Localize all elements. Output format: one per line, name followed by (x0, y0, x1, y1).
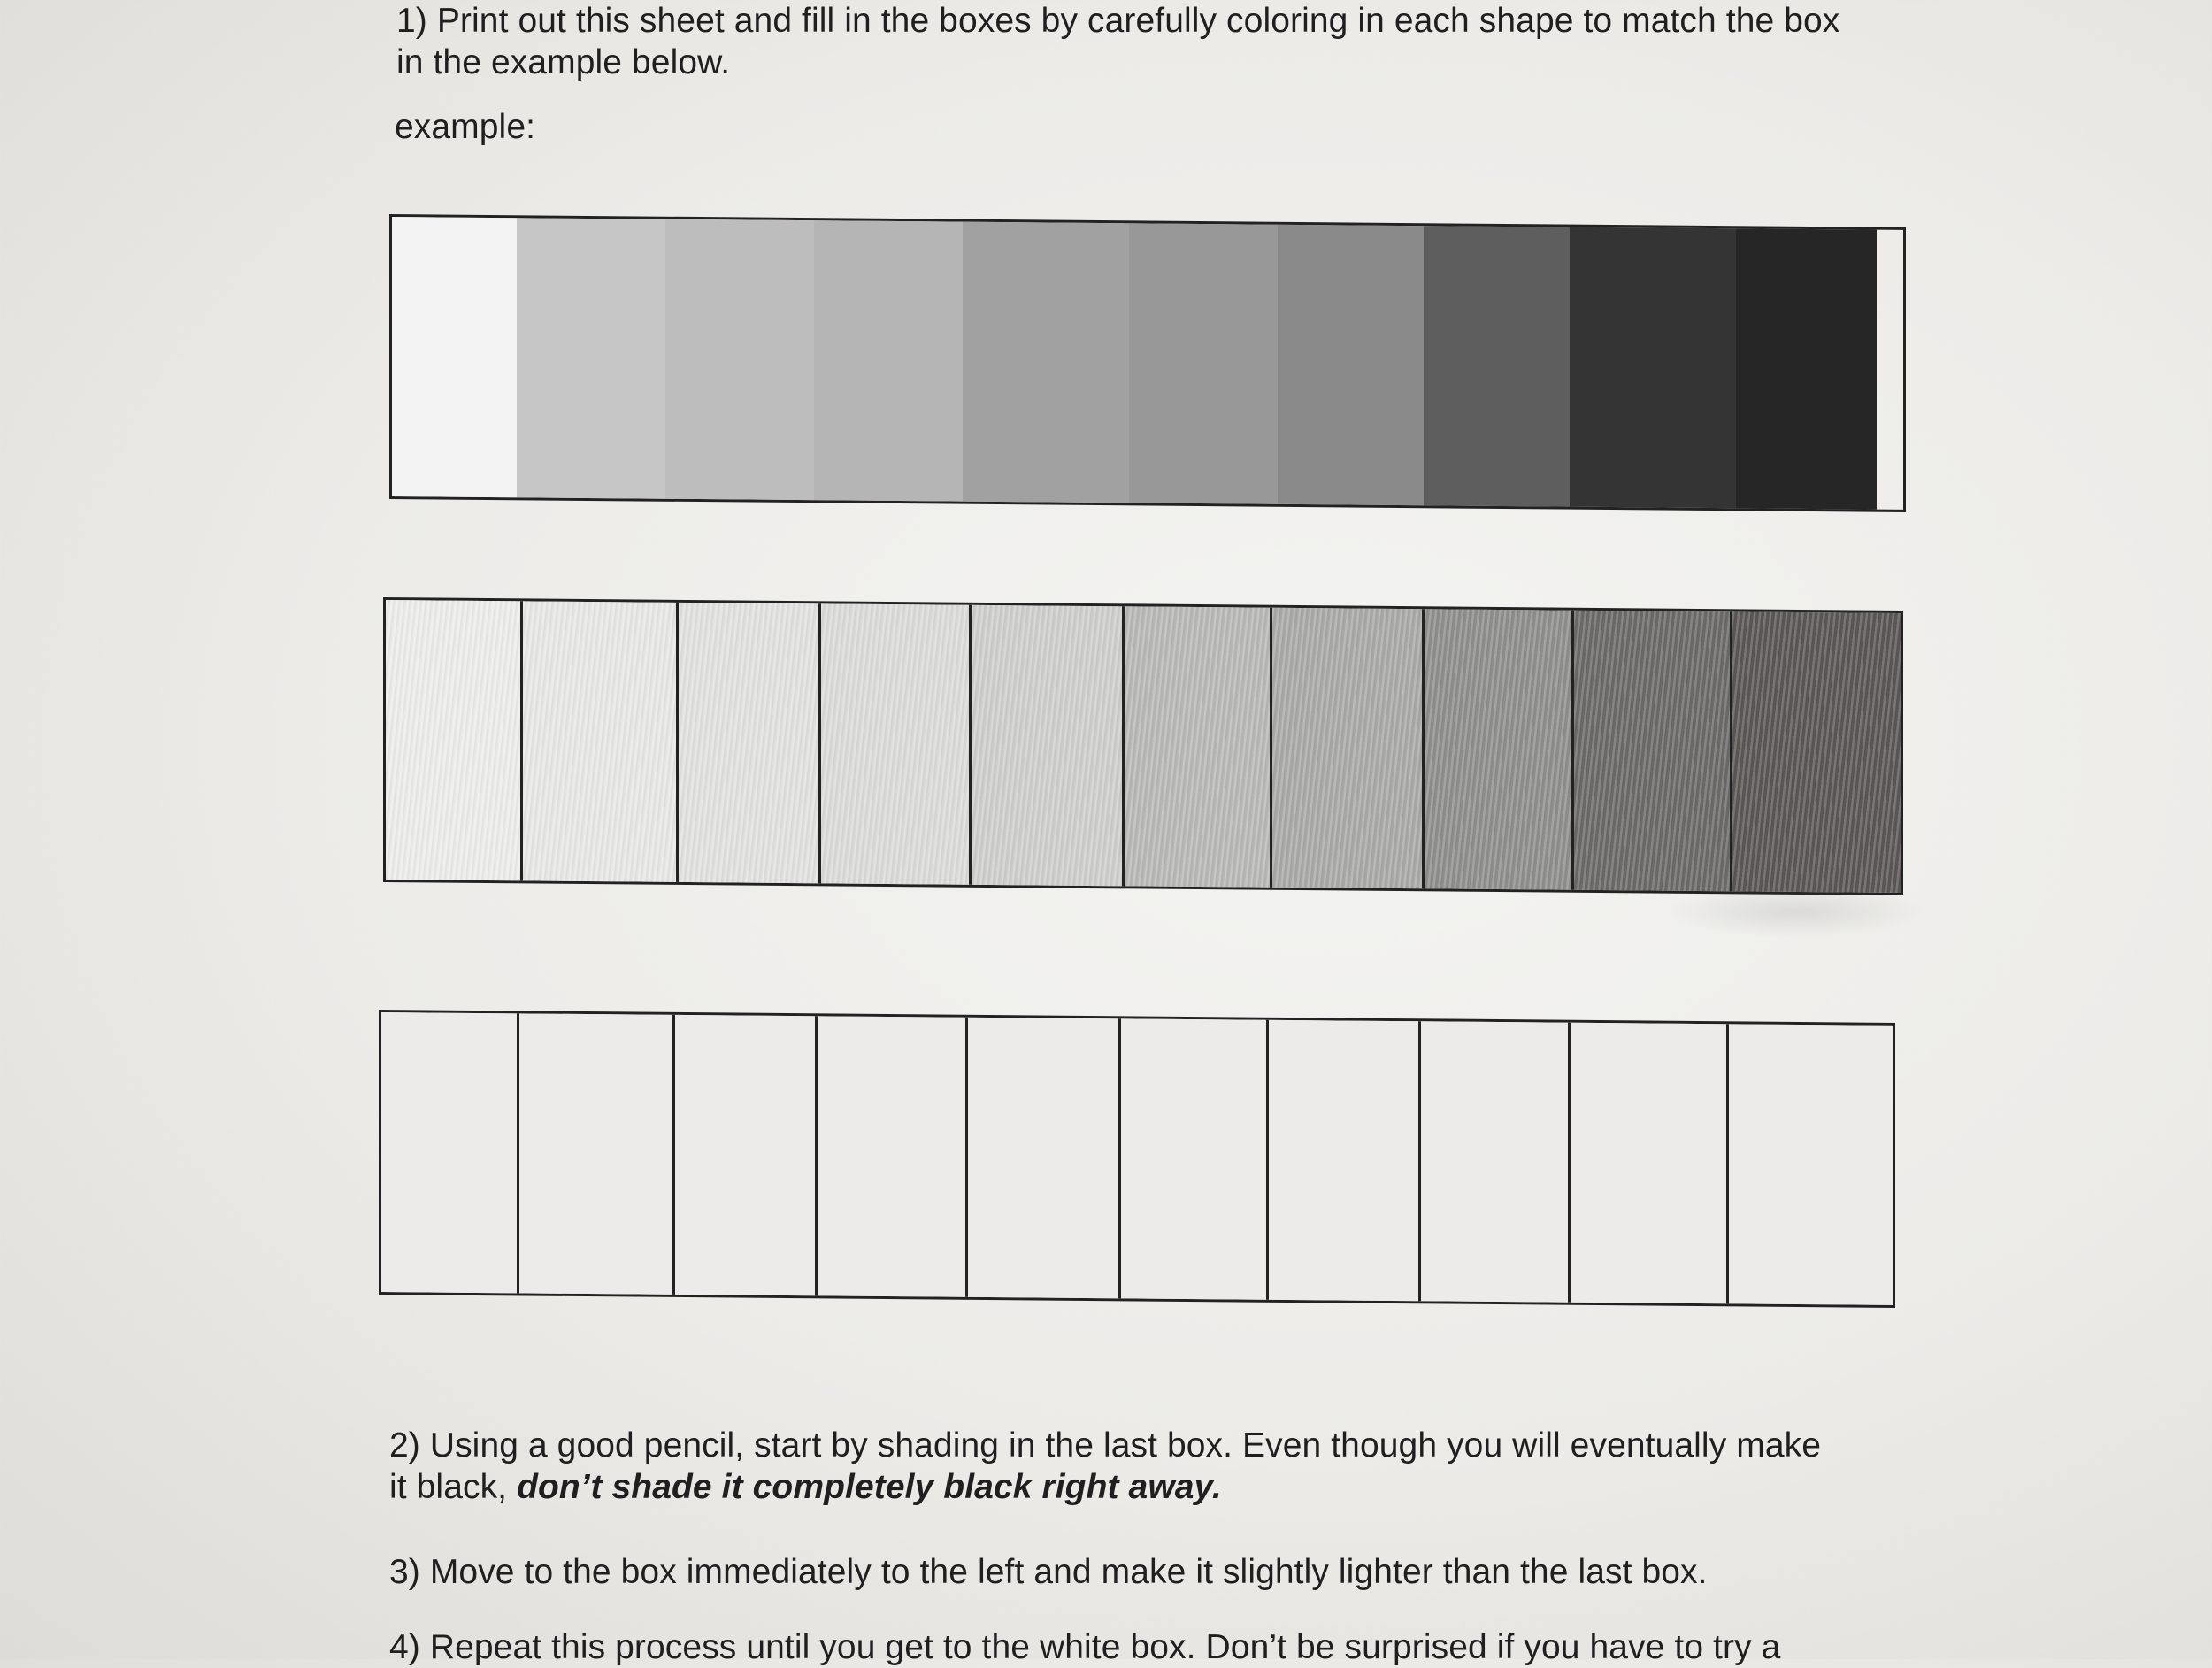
example-box-9 (1570, 227, 1736, 509)
example-box-2 (517, 218, 665, 498)
practice-box-2[interactable] (523, 601, 678, 882)
instruction-step-2-line-2 (389, 1466, 1821, 1508)
blank-box-8[interactable] (1421, 1021, 1571, 1302)
instruction-step-1-line-1: 1) Print out this sheet and fill in the boxes by carefully coloring in each shape to match the box (396, 2, 1840, 40)
example-box-1 (392, 217, 517, 497)
practice-box-9[interactable] (1574, 611, 1732, 892)
example-value-scale (389, 214, 1906, 512)
blank-box-1[interactable] (381, 1012, 519, 1293)
practice-box-10[interactable] (1732, 611, 1901, 893)
practice-box-3[interactable] (679, 603, 821, 883)
practice-box-8[interactable] (1425, 609, 1574, 889)
example-box-6 (1129, 223, 1278, 503)
blank-box-9[interactable] (1571, 1023, 1728, 1304)
instruction-step-1 (396, 0, 1839, 83)
practice-box-7[interactable] (1272, 608, 1425, 889)
blank-box-3[interactable] (675, 1015, 818, 1295)
instruction-step-2-plain: it black, (389, 1468, 518, 1506)
example-box-3 (665, 219, 814, 500)
blank-box-5[interactable] (968, 1018, 1121, 1299)
blank-value-scale (379, 1010, 1895, 1308)
instruction-step-1-line-2: in the example below. (396, 43, 731, 81)
blank-box-2[interactable] (519, 1013, 674, 1295)
practice-box-6[interactable] (1125, 606, 1271, 887)
example-box-7 (1278, 225, 1424, 505)
example-box-4 (814, 220, 963, 501)
practice-box-4[interactable] (821, 603, 971, 884)
instruction-step-2-emphasis: don’t shade it completely black right away. (517, 1468, 1222, 1506)
blank-box-4[interactable] (818, 1016, 967, 1296)
example-box-10 (1736, 228, 1877, 509)
example-box-8 (1424, 226, 1570, 506)
pencil-smudge (1663, 885, 1929, 938)
instruction-step-2-line-1: 2) Using a good pencil, start by shading in the last box. Even though you will eventually make (389, 1426, 1821, 1464)
instruction-step-2 (389, 1425, 1821, 1508)
instruction-step-3: 3) Move to the box immediately to the left and make it slightly lighter than the last box. (389, 1553, 1708, 1591)
practice-box-1[interactable] (386, 600, 523, 880)
practice-box-5[interactable] (972, 605, 1125, 887)
practice-value-scale (383, 597, 1903, 895)
blank-box-10[interactable] (1729, 1024, 1893, 1305)
example-box-5 (963, 222, 1129, 503)
example-label: example: (395, 108, 536, 146)
blank-box-6[interactable] (1121, 1018, 1268, 1299)
blank-box-7[interactable] (1269, 1020, 1421, 1302)
instruction-step-4: 4) Repeat this process until you get to the white box. Don’t be surprised if you have to try a (389, 1628, 1781, 1666)
